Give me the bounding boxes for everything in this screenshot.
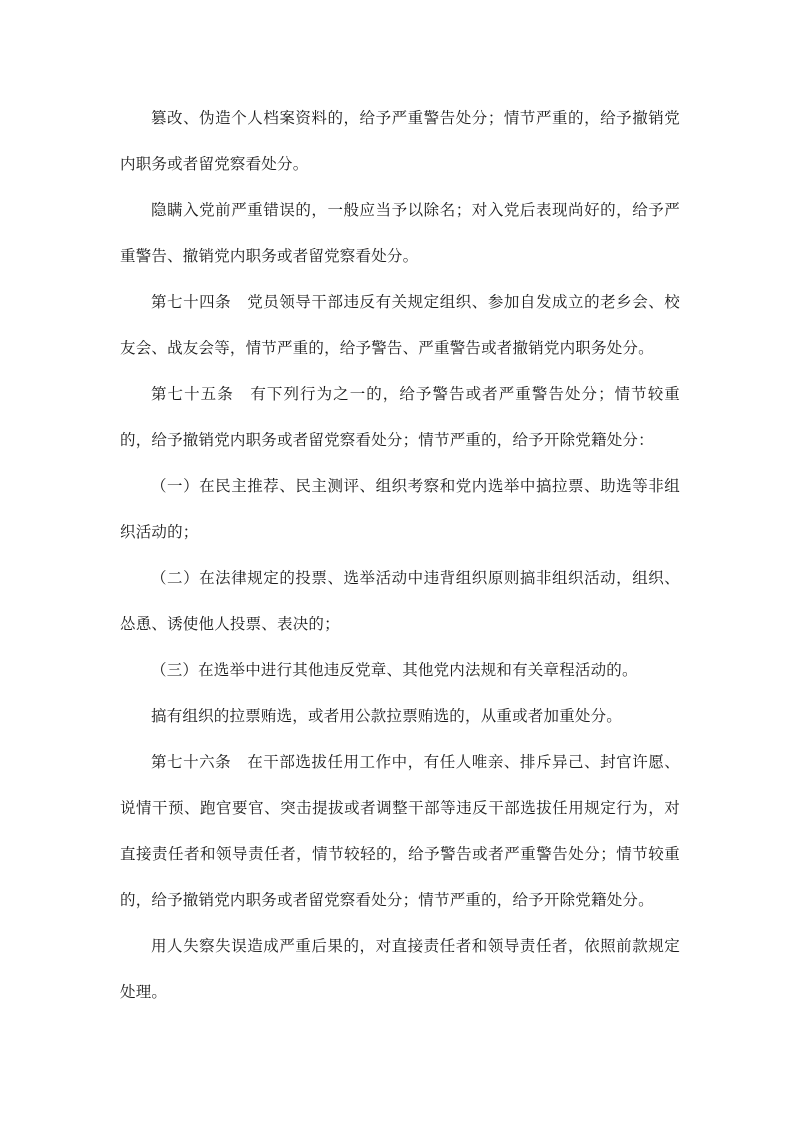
paragraph-2: 隐瞒入党前严重错误的，一般应当予以除名；对入党后表现尚好的，给予严重警告、撤销党内职务或者留党察看处分。 bbox=[120, 201, 680, 265]
paragraph-1: 篡改、伪造个人档案资料的，给予严重警告处分；情节严重的，给予撤销党内职务或者留党察看处分。 bbox=[120, 109, 680, 173]
paragraph-oversight: 用人失察失误造成严重后果的，对直接责任者和领导责任者，依照前款规定处理。 bbox=[120, 937, 680, 1001]
list-item-1: （一）在民主推荐、民主测评、组织考察和党内选举中搞拉票、助选等非组织活动的； bbox=[120, 477, 680, 541]
list-item-2: （二）在法律规定的投票、选举活动中违背组织原则搞非组织活动，组织、怂恿、诱使他人投票、表决的； bbox=[120, 569, 680, 633]
article-76-paragraph: 第七十六条 在干部选拔任用工作中，有任人唯亲、排斥异己、封官许愿、说情干预、跑官要官、突击提拔或者调整干部等违反干部选拔任用规定行为，对直接责任者和领导责任者，情节较轻的，给予警告或者严重警告处分；情节较重的，给予撤销党内职务或者留党察看处分；情节严重的，给予开除党籍处分。 bbox=[120, 753, 680, 909]
paragraph-vote-buying: 搞有组织的拉票贿选，或者用公款拉票贿选的，从重或者加重处分。 bbox=[151, 707, 623, 725]
article-75-paragraph: 第七十五条 有下列行为之一的，给予警告或者严重警告处分；情节较重的，给予撤销党内职务或者留党察看处分；情节严重的，给予开除党籍处分： bbox=[120, 385, 680, 449]
list-item-3: （三）在选举中进行其他违反党章、其他党内法规和有关章程活动的。 bbox=[151, 661, 638, 679]
article-74-paragraph: 第七十四条 党员领导干部违反有关规定组织、参加自发成立的老乡会、校友会、战友会等，情节严重的，给予警告、严重警告或者撤销党内职务处分。 bbox=[120, 293, 680, 357]
